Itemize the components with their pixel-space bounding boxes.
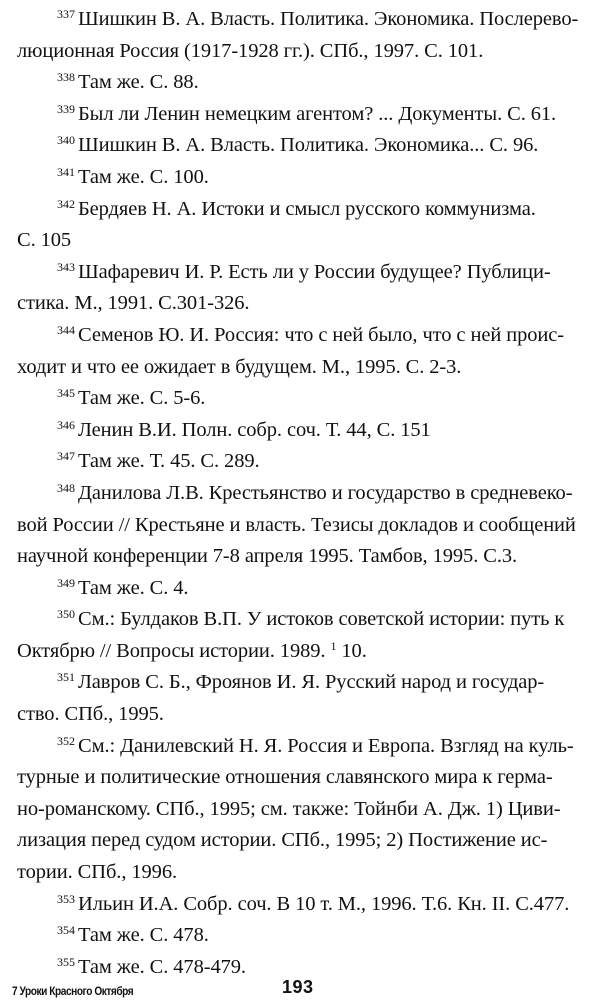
issue-superscript: 1: [330, 638, 337, 653]
footnote-number: 351: [57, 670, 75, 685]
footnote-text: Там же. Т. 45. С. 289.: [78, 450, 260, 473]
footnote-345: [17, 383, 583, 415]
footnote-351: [17, 667, 583, 730]
footnote-text-line: См.: Булдаков В.П. У истоков советской истории: путь к: [78, 608, 565, 631]
footnote-number: 353: [57, 891, 75, 906]
footnote-text: Был ли Ленин немецким агентом? ... Документы. С. 61.: [78, 102, 557, 125]
footnote-text: Там же. С. 478-479.: [78, 955, 246, 978]
footnote-text-line: турные и политические отношения славянского мира к герма-: [17, 766, 553, 789]
footnote-text-line: См.: Данилевский Н. Я. Россия и Европа. Взгляд на куль-: [78, 734, 574, 757]
footnotes-list: [17, 4, 583, 983]
footnote-344: [17, 320, 583, 383]
footnote-number: 352: [57, 733, 75, 748]
footnote-text: Ильин И.А. Собр. соч. В 10 т. М., 1996. Т.6. Кн. II. С.477.: [78, 892, 570, 915]
footnote-number: 343: [57, 259, 75, 274]
footnote-number: 349: [57, 575, 75, 590]
page-footer: [0, 970, 600, 1005]
footnote-text-line: Данилова Л.В. Крестьянство и государство в средневеко-: [78, 481, 573, 504]
footnote-342: [17, 194, 583, 257]
footnote-text-line: С. 105: [17, 229, 72, 252]
footnote-text: Ленин В.И. Полн. собр. соч. Т. 44, С. 151: [78, 418, 431, 441]
footnote-text-line: ство. СПб., 1995.: [17, 703, 164, 726]
footnote-number: 340: [57, 133, 75, 148]
footnote-text-line: Семенов Ю. И. Россия: что с ней было, что с ней проис-: [78, 323, 564, 346]
footnote-number: 337: [57, 7, 75, 21]
footnote-text-line: но-романскому. СПб., 1995; см. также: Тойнби А. Дж. 1) Циви-: [17, 797, 561, 820]
footnote-number: 355: [57, 954, 75, 969]
footnote-338: [17, 67, 583, 99]
footnote-text: Там же. С. 100.: [78, 165, 209, 188]
footnote-text-line: Шафаревич И. Р. Есть ли у России будущее? Публици-: [78, 260, 551, 283]
footnote-text-line: Бердяев Н. А. Истоки и смысл русского коммунизма.: [78, 197, 536, 220]
page-number: 193: [282, 977, 314, 997]
footnote-text: Там же. С. 5-6.: [78, 387, 206, 410]
footnote-number: 345: [57, 386, 75, 401]
running-title: 7 Уроки Красного Октября: [12, 986, 134, 998]
footnote-text: Шишкин В. А. Власть. Политика. Экономика... С. 96.: [78, 134, 539, 157]
footnote-337: [17, 4, 583, 67]
footnote-number: 338: [57, 70, 75, 85]
footnote-341: [17, 162, 583, 194]
footnote-text-line: Лавров С. Б., Фроянов И. Я. Русский народ и государ-: [78, 671, 545, 694]
footnote-text-line: Шишкин В. А. Власть. Политика. Экономика. Послерево-: [78, 8, 579, 30]
footnote-text: Там же. С. 478.: [78, 924, 209, 947]
footnote-343: [17, 257, 583, 320]
footnote-number: 344: [57, 322, 75, 337]
footnote-number: 346: [57, 417, 75, 432]
footnote-339: [17, 99, 583, 131]
footnote-number: 342: [57, 196, 75, 211]
footnote-number: 347: [57, 449, 75, 464]
footnote-349: [17, 573, 583, 605]
footnote-number: 354: [57, 923, 75, 938]
book-page: [17, 4, 583, 983]
footnote-text-line: научной конференции 7-8 апреля 1995. Тамбов, 1995. С.3.: [17, 545, 518, 568]
footnote-text-tail: 10.: [341, 639, 367, 662]
footnote-350: [17, 604, 583, 667]
footnote-text-line: вой России // Крестьяне и власть. Тезисы докладов и сообщений: [17, 513, 576, 536]
footnote-340: [17, 130, 583, 162]
footnote-354: [17, 920, 583, 952]
footnote-text: Там же. С. 4.: [78, 576, 189, 599]
footnote-text-line: люционная Россия (1917-1928 гг.). СПб., 1997. С. 101.: [17, 39, 484, 62]
footnote-352: [17, 731, 583, 889]
footnote-number: 350: [57, 607, 75, 622]
footnote-346: [17, 415, 583, 447]
footnote-text-line: ходит и что ее ожидает в будущем. М., 1995. С. 2-3.: [17, 355, 462, 378]
footnote-text-line: стика. М., 1991. С.301-326.: [17, 292, 250, 315]
footnote-348: [17, 478, 583, 573]
footnote-353: [17, 889, 583, 921]
footnote-number: 341: [57, 164, 75, 179]
footnote-number: 348: [57, 480, 75, 495]
footnote-text-line: Октябрю // Вопросы истории. 1989.: [17, 639, 326, 662]
footnote-text: Там же. С. 88.: [78, 71, 199, 94]
footnote-text-line: тории. СПб., 1996.: [17, 861, 177, 884]
footnote-347: [17, 446, 583, 478]
footnote-number: 339: [57, 101, 75, 116]
footnote-text-line: лизация перед судом истории. СПб., 1995; 2) Постижение ис-: [17, 829, 548, 852]
